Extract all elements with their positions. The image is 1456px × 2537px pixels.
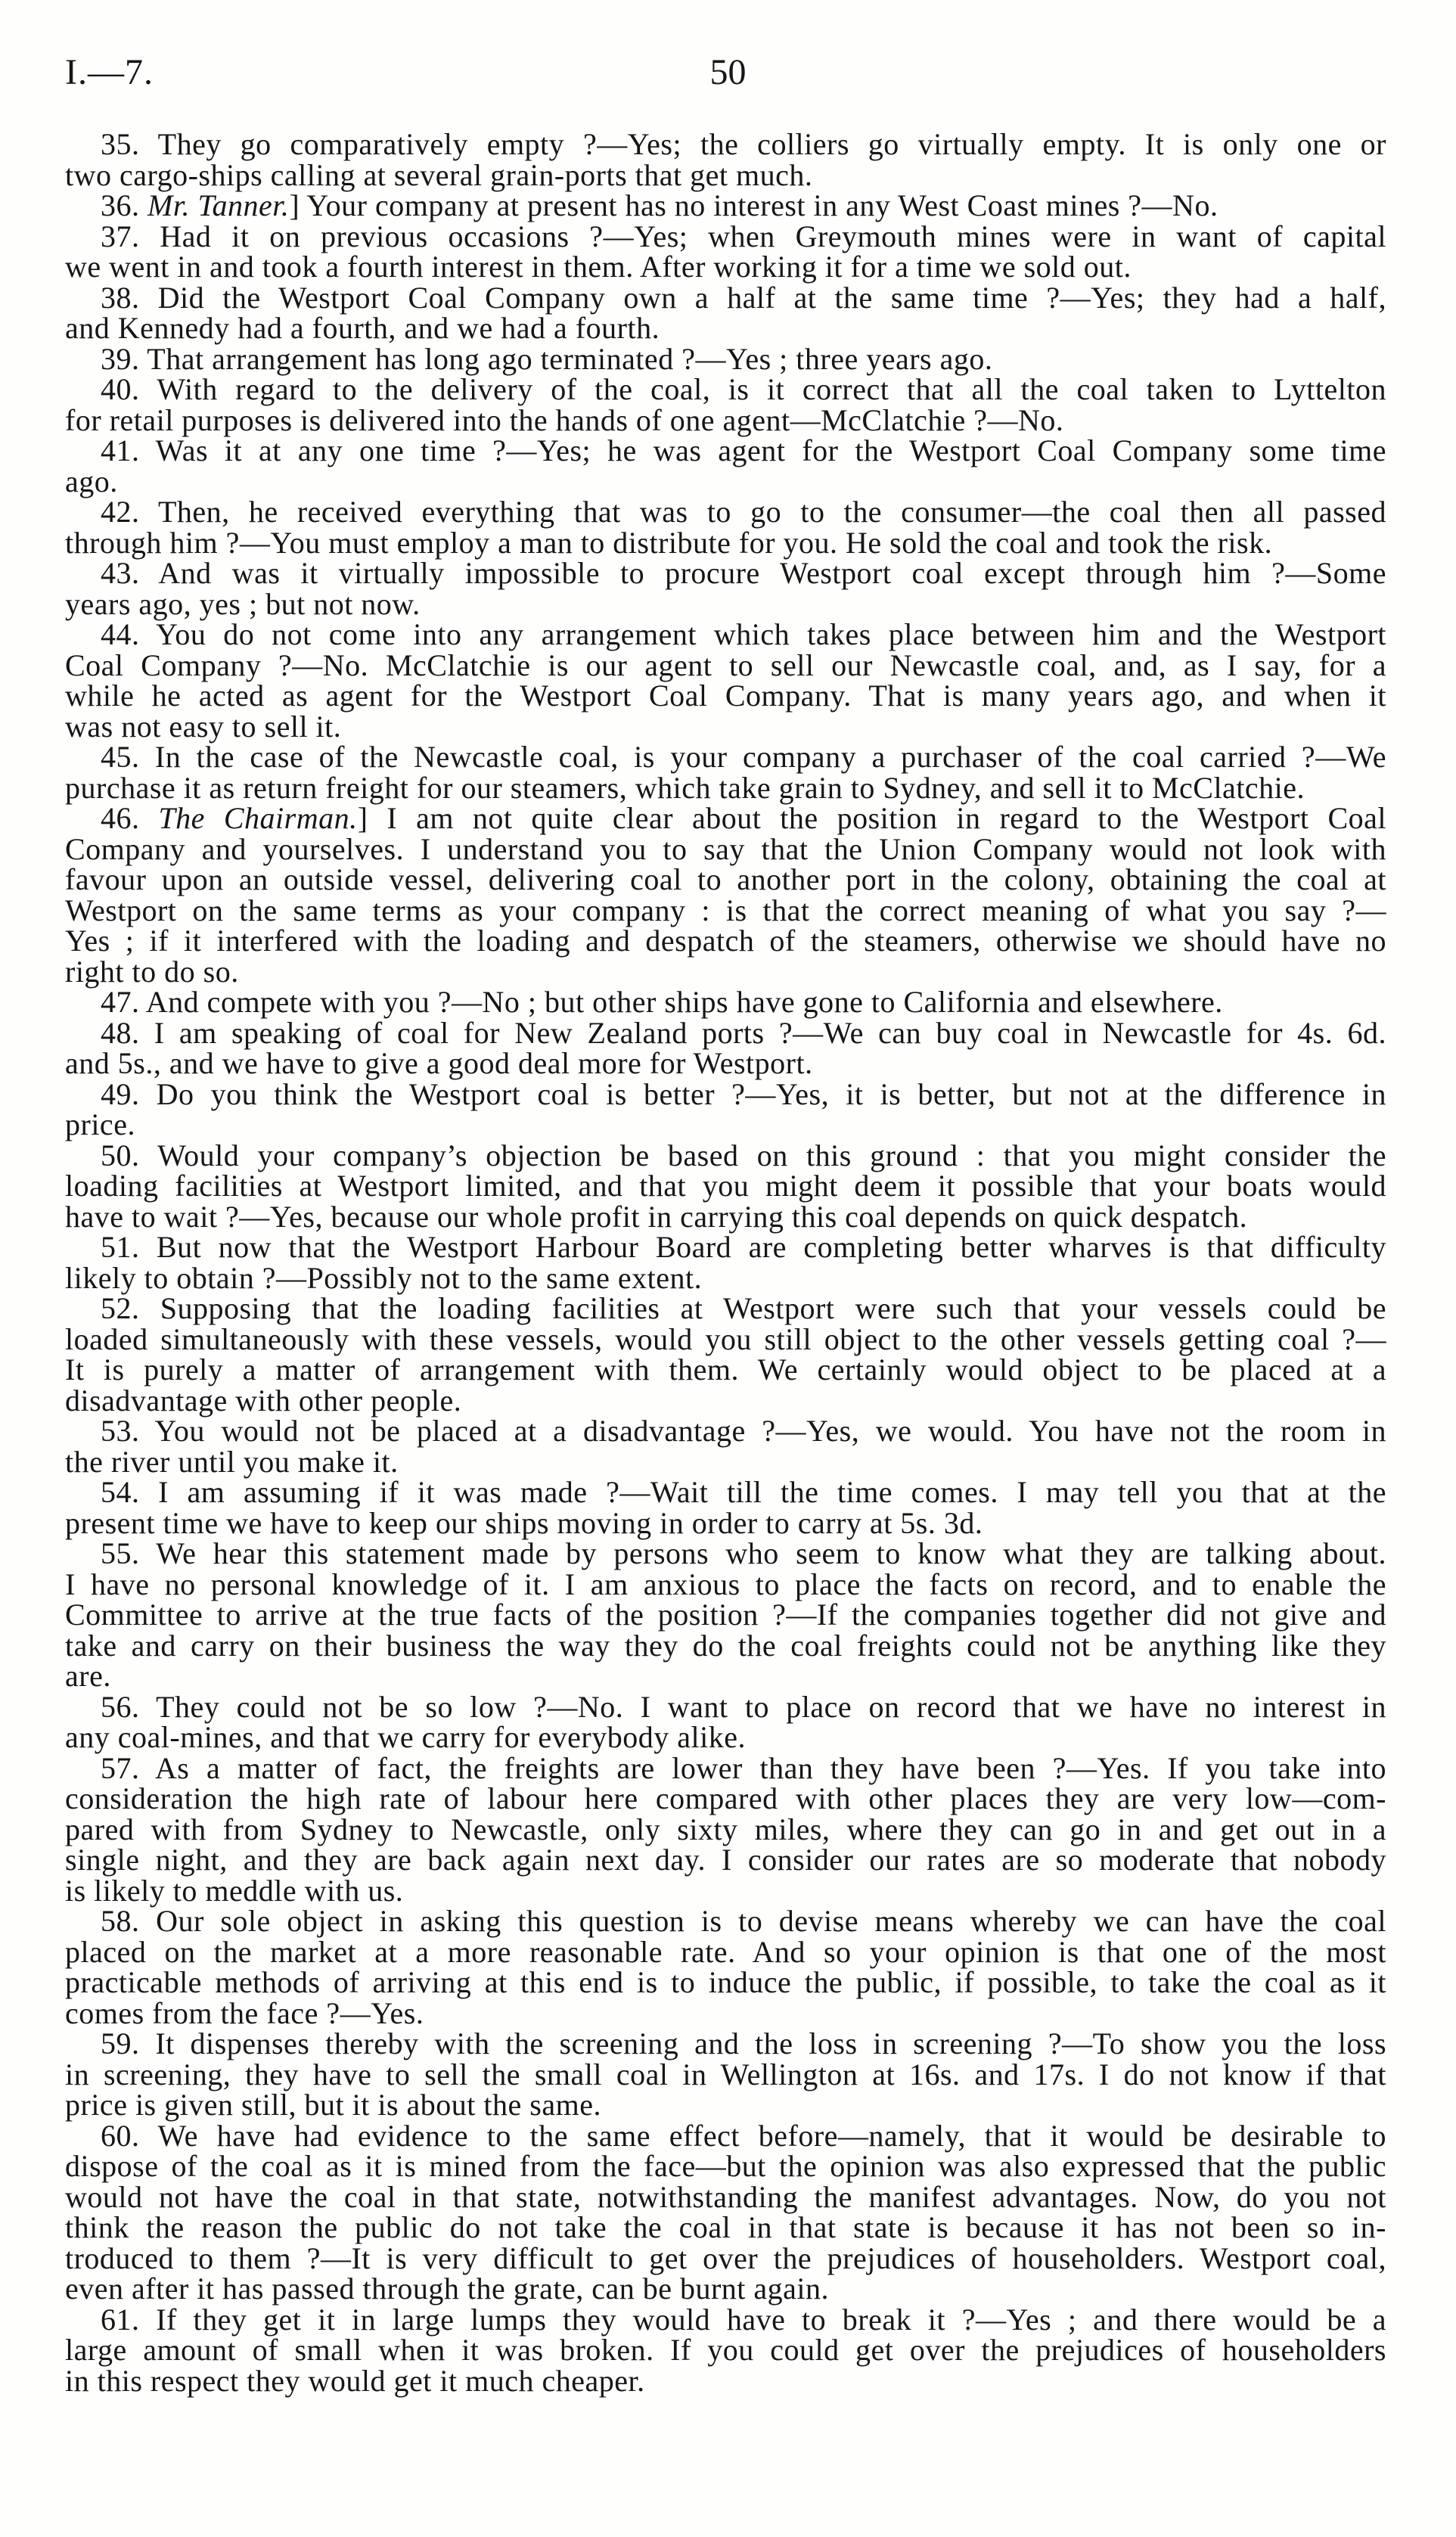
text-line: think the reason the public do not take the coal in that state is because it has not been so in-	[65, 2210, 1386, 2244]
text-line: Coal Company ?—No. McClatchie is our agent to sell our Newcastle coal, and, as I say, for a	[65, 647, 1386, 682]
text-line	[65, 1750, 1386, 1785]
question-number: 41.	[101, 433, 140, 467]
text-line: price.	[65, 1107, 135, 1141]
line-text: As a matter of fact, the freights are lower than they have been ?—Yes. If you take into	[154, 1750, 1386, 1785]
qa-paragraph-50	[65, 1138, 1387, 1234]
qa-paragraph-51	[65, 1232, 1386, 1293]
text-line: dispose of the coal as it is mined from the face—but the opinion was also expressed that the public	[65, 2149, 1386, 2183]
text-line: purchase it as return freight for our steamers, which take grain to Sydney, and sell it to McClatchie.	[65, 770, 1305, 805]
text-line: disadvantage with other people.	[65, 1383, 462, 1418]
qa-paragraph-36	[65, 188, 1386, 222]
question-number: 60.	[101, 2118, 140, 2153]
qa-paragraph-49	[65, 1076, 1386, 1141]
question-number: 35.	[101, 127, 140, 161]
line-text: You do not come into any arrangement which takes place between him and the Westport	[155, 617, 1387, 651]
qa-paragraph-39	[65, 341, 1386, 376]
line-text: But now that the Westport Harbour Board are completing better wharves is that difficulty	[156, 1230, 1387, 1264]
text-line	[65, 219, 1387, 253]
text-line	[65, 497, 1386, 528]
question-number: 61.	[101, 2302, 140, 2337]
evidence-body	[65, 129, 1386, 2396]
qa-paragraph-59	[65, 2026, 1387, 2122]
text-line: and 5s., and we have to give a good deal more for Westport.	[65, 1046, 813, 1080]
qa-paragraph-48	[65, 1015, 1387, 1080]
question-number: 49.	[101, 1076, 140, 1111]
question-number: 39.	[101, 341, 140, 376]
qa-paragraph-53	[65, 1416, 1386, 1477]
text-line	[65, 1689, 1386, 1724]
line-text: Our sole object in asking this question is to devise means whereby we can have the coal	[156, 1904, 1386, 1938]
text-line: in this respect they would get it much cheaper.	[65, 2363, 645, 2398]
line-text: Was it at any one time ?—Yes; he was agent for the Westport Coal Company some time	[155, 433, 1386, 467]
qa-paragraph-57	[65, 1750, 1386, 1908]
text-line	[65, 1015, 1387, 1050]
qa-paragraph-55	[65, 1536, 1386, 1693]
question-number: 54.	[101, 1475, 140, 1509]
text-line	[65, 558, 1386, 589]
line-text: Then, he received everything that was to go to the consumer—the coal then all passed	[157, 495, 1386, 529]
text-line: pared with from Sydney to Newcastle, only sixty miles, where they can go in and get out in a	[65, 1812, 1386, 1846]
line-text: Would your company’s objection be based on this ground : that you might consider the	[157, 1138, 1387, 1172]
text-line	[65, 1536, 1386, 1570]
qa-paragraph-43	[65, 558, 1386, 620]
speaker-name: Mr. Tanner.	[147, 188, 290, 222]
text-line: right to do so.	[65, 954, 239, 989]
line-text: And compete with you ?—No ; but other ships have gone to California and elsewhere.	[145, 985, 1223, 1019]
line-text: Did the Westport Coal Company own a half at the same time ?—Yes; they had a half,	[157, 280, 1386, 315]
text-line	[65, 1477, 1386, 1508]
page-number: 50	[709, 52, 747, 92]
qa-paragraph-44	[65, 617, 1387, 744]
text-line: for retail purposes is delivered into the hands of one agent—McClatchie ?—No.	[65, 402, 1064, 437]
text-line: the river until you make it.	[65, 1444, 399, 1479]
text-line: likely to obtain ?—Possibly not to the same extent.	[65, 1260, 703, 1295]
qa-paragraph-60	[65, 2118, 1387, 2306]
question-number: 50.	[101, 1138, 140, 1172]
text-line	[65, 1293, 1386, 1324]
text-line: through him ?—You must employ a man to distribute for you. He sold the coal and took the risk.	[65, 525, 1273, 560]
text-line	[65, 374, 1386, 405]
question-number: 45.	[101, 740, 140, 774]
text-line: and Kennedy had a fourth, and we had a fourth.	[65, 311, 660, 345]
text-line: comes from the face ?—Yes.	[65, 1995, 424, 2030]
line-text: ] I am not quite clear about the position in regard to the Westport Coal	[357, 801, 1387, 835]
question-number: 48.	[101, 1015, 140, 1050]
text-line	[65, 987, 1386, 1018]
qa-paragraph-35	[65, 129, 1386, 191]
question-number: 55.	[101, 1536, 140, 1570]
text-line: Company and yourselves. I understand you to say that the Union Company would not look with	[65, 831, 1386, 866]
text-line	[65, 433, 1386, 467]
text-line: is likely to meddle with us.	[65, 1873, 404, 1908]
text-line	[65, 1416, 1386, 1447]
text-line	[65, 2026, 1387, 2060]
text-line: favour upon an outside vessel, delivering coal to another port in the colony, obtaining the coal at	[65, 862, 1386, 896]
text-line: have to wait ?—Yes, because our whole profit in carrying this coal depends on quick despatch.	[65, 1199, 1248, 1234]
line-text: Do you think the Westport coal is better ?—Yes, it is better, but not at the difference in	[156, 1076, 1386, 1111]
line-text: And was it virtually impossible to procure Westport coal except through him ?—Some	[158, 556, 1386, 590]
question-number: 46.	[101, 801, 140, 835]
text-line: Committee to arrive at the true facts of the position ?—If the companies together did not give and	[65, 1598, 1386, 1632]
text-line	[65, 188, 1386, 222]
qa-paragraph-52	[65, 1293, 1386, 1416]
question-number: 37.	[101, 219, 140, 253]
line-text: We hear this statement made by persons who seem to know what they are talking about.	[156, 1536, 1386, 1570]
qa-paragraph-47	[65, 987, 1386, 1018]
text-line: would not have the coal in that state, notwithstanding the manifest advantages. Now, do you not	[65, 2179, 1386, 2214]
text-line: practicable methods of arriving at this end is to induce the public, if possible, to take the coal as it	[65, 1965, 1386, 1999]
text-line: It is purely a matter of arrangement with them. We certainly would object to be placed at a	[65, 1352, 1386, 1386]
question-number: 52.	[101, 1291, 140, 1325]
text-line: Westport on the same terms as your company : is that the correct meaning of what you say ?—	[65, 893, 1386, 927]
qa-paragraph-45	[65, 742, 1386, 803]
text-line	[65, 341, 1386, 376]
qa-paragraph-54	[65, 1477, 1386, 1539]
qa-paragraph-61	[65, 2302, 1387, 2398]
text-line: single night, and they are back again next day. I consider our rates are so moderate that nobody	[65, 1843, 1386, 1877]
text-line: are.	[65, 1659, 111, 1693]
speaker-name: The Chairman.	[158, 801, 358, 835]
question-number: 57.	[101, 1750, 140, 1785]
line-text: They go comparatively empty ?—Yes; the colliers go virtually empty. It is only one or	[157, 127, 1386, 161]
text-line: I have no personal knowledge of it. I am anxious to place the facts on record, and to enable the	[65, 1567, 1386, 1601]
text-line	[65, 2118, 1387, 2153]
text-line: large amount of small when it was broken. If you could get over the prejudices of householders	[65, 2333, 1386, 2367]
line-text: We have had evidence to the same effect before—namely, that it would be desirable to	[157, 2118, 1387, 2153]
question-number: 59.	[101, 2026, 140, 2060]
qa-paragraph-38	[65, 280, 1386, 345]
question-number: 42.	[101, 495, 140, 529]
text-line: loaded simultaneously with these vessels, would you still object to the other vessels getting coal ?—	[65, 1321, 1386, 1356]
line-text: With regard to the delivery of the coal, is it correct that all the coal taken to Lyttelton	[157, 372, 1386, 406]
line-text: ] Your company at present has no interest in any West Coast mines ?—No.	[289, 188, 1219, 222]
question-number: 40.	[101, 372, 140, 406]
text-line: loading facilities at Westport limited, and that you might deem it possible that your boats would	[65, 1169, 1386, 1203]
text-line: years ago, yes ; but not now.	[65, 586, 421, 621]
text-line: ago.	[65, 464, 118, 498]
text-line: two cargo-ships calling at several grain-ports that get much.	[65, 157, 813, 192]
text-line	[65, 1076, 1386, 1111]
line-text: I am assuming if it was made ?—Wait till the time comes. I may tell you that at the	[158, 1475, 1387, 1509]
qa-paragraph-42	[65, 497, 1386, 558]
text-line	[65, 617, 1387, 651]
text-line: even after it has passed through the grate, can be burnt again.	[65, 2272, 830, 2306]
document-reference: I.—7.	[65, 52, 154, 92]
text-line: placed on the market at a more reasonable rate. And so your opinion is that one of the most	[65, 1934, 1386, 1969]
qa-paragraph-40	[65, 374, 1386, 436]
text-line: was not easy to sell it.	[65, 709, 342, 744]
text-line	[65, 2302, 1387, 2337]
question-number: 36.	[101, 188, 140, 222]
question-number: 51.	[101, 1230, 140, 1264]
text-line: Yes ; if it interfered with the loading and despatch of the steamers, otherwise we should have no	[65, 924, 1386, 958]
text-line: take and carry on their business the way they do the coal freights could not be anything like they	[65, 1628, 1386, 1663]
line-text: That arrangement has long ago terminated ?—Yes ; three years ago.	[147, 341, 993, 376]
question-number: 43.	[101, 556, 140, 590]
question-number: 56.	[101, 1689, 140, 1724]
text-line: present time we have to keep our ships moving in order to carry at 5s. 3d.	[65, 1505, 983, 1540]
line-text: They could not be so low ?—No. I want to place on record that we have no interest in	[156, 1689, 1386, 1724]
qa-paragraph-58	[65, 1906, 1386, 2029]
question-number: 38.	[101, 280, 140, 315]
text-line: in screening, they have to sell the small coal in Wellington at 16s. and 17s. I do not know if that	[65, 2057, 1386, 2091]
text-line	[65, 129, 1386, 160]
line-text: If they get it in large lumps they would have to break it ?—Yes ; and there would be a	[156, 2302, 1387, 2337]
line-text: I am speaking of coal for New Zealand ports ?—We can buy coal in Newcastle for 4s. 6d.	[154, 1015, 1387, 1050]
question-number: 47.	[101, 985, 140, 1019]
text-line: while he acted as agent for the Westport Coal Company. That is many years ago, and when it	[65, 678, 1386, 713]
line-text: Supposing that the loading facilities at Westport were such that your vessels could be	[160, 1291, 1387, 1325]
line-text: Had it on previous occasions ?—Yes; when Greymouth mines were in want of capital	[160, 219, 1387, 253]
line-text: In the case of the Newcastle coal, is your company a purchaser of the coal carried ?—We	[154, 740, 1386, 774]
text-line: troduced to them ?—It is very difficult to get over the prejudices of householders. Westport coal,	[65, 2240, 1386, 2275]
text-line: price is given still, but it is about the same.	[65, 2088, 601, 2122]
qa-paragraph-46	[65, 803, 1386, 987]
question-number: 53.	[101, 1414, 140, 1448]
line-text: It dispenses thereby with the screening and the loss in screening ?—To show you the loss	[155, 2026, 1387, 2060]
text-line: we went in and took a fourth interest in them. After working it for a time we sold out.	[65, 250, 1132, 284]
text-line	[65, 1906, 1386, 1937]
qa-paragraph-37	[65, 219, 1387, 284]
qa-paragraph-41	[65, 433, 1386, 498]
text-line	[65, 280, 1386, 315]
line-text: You would not be placed at a disadvantage ?—Yes, we would. You have not the room in	[154, 1414, 1387, 1448]
text-line	[65, 1138, 1387, 1172]
text-line: consideration the high rate of labour here compared with other places they are very low—com-	[65, 1781, 1386, 1815]
text-line	[65, 803, 1386, 834]
qa-paragraph-56	[65, 1689, 1386, 1754]
text-line: any coal-mines, and that we carry for everybody alike.	[65, 1720, 746, 1754]
question-number: 58.	[101, 1904, 140, 1938]
text-line	[65, 742, 1386, 773]
question-number: 44.	[101, 617, 140, 651]
text-line	[65, 1232, 1386, 1263]
